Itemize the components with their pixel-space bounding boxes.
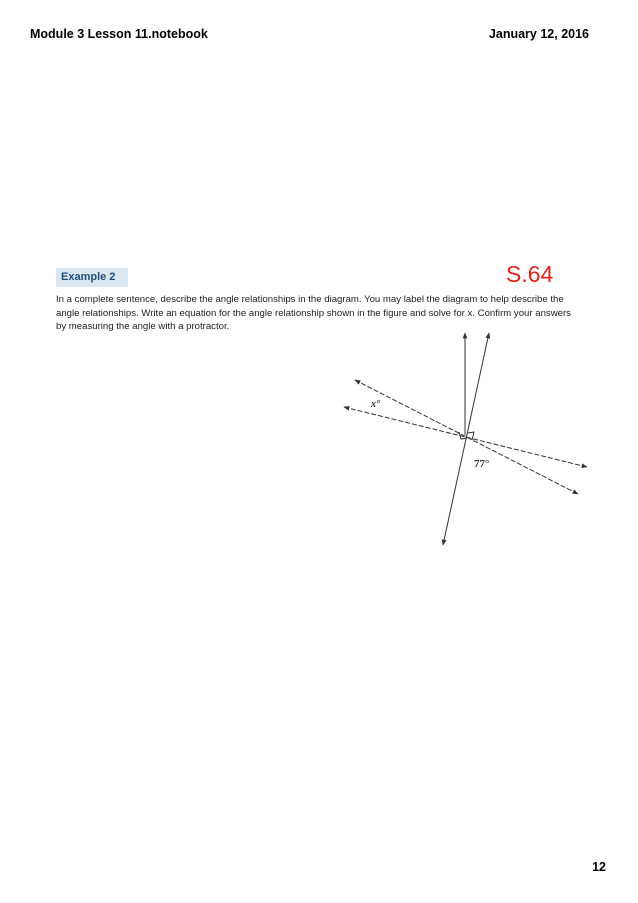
page-number: 12: [592, 860, 606, 874]
example-label: Example 2: [56, 268, 128, 287]
angle-x-label: x°: [371, 399, 380, 410]
slide-reference: S.64: [506, 261, 554, 287]
angle-diagram: [330, 325, 600, 555]
notebook-title: Module 3 Lesson 11.notebook: [30, 27, 208, 41]
steep-line: [443, 333, 489, 545]
notebook-date: January 12, 2016: [488, 27, 589, 41]
angle-77-label: 77°: [474, 458, 490, 470]
example-instructions: In a complete sentence, describe the angle relationships in the diagram. You may label the diagram to help describe the angle relationships. Write an equation for the angle relationship shown in the figure and solve for x. Confirm your answers by measuring the angle with a protractor.: [56, 294, 571, 333]
